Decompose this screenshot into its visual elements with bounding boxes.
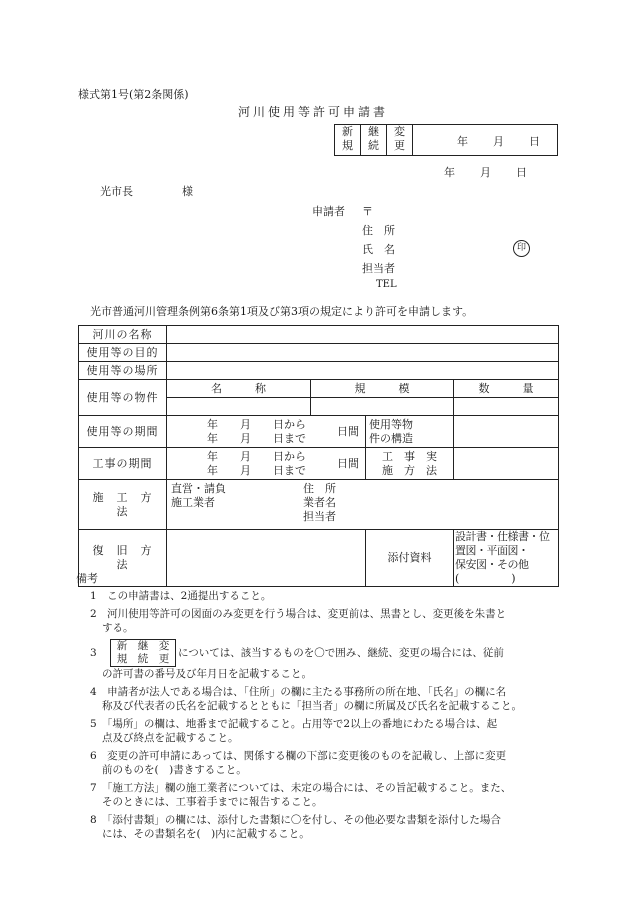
work-method-label-1: 工 事 実: [382, 449, 437, 463]
note-1: 1 この申請書は、2通提出すること。: [90, 590, 272, 602]
note-4b: 称及び代表者の氏名を記載するとともに「担当者」の欄に所属及び氏名を記載すること。: [102, 700, 522, 712]
row-river-name: [79, 326, 559, 344]
type-char: 続: [368, 139, 379, 152]
row-period: [79, 416, 559, 448]
note-6b: 前のものを( )書きすること。: [102, 764, 247, 776]
app-month: 月: [480, 166, 491, 179]
work-method-label-2: 施 方 法: [382, 463, 437, 477]
note-4a: 4 申請者が法人である場合は、「住所」の欄に主たる事務所の所在地、「氏名」の欄に名: [90, 686, 507, 698]
applicant-contact: 担当者: [362, 262, 395, 275]
postal-mark: 〒: [362, 205, 373, 218]
type-char: 変: [394, 125, 405, 138]
place-field[interactable]: [167, 362, 559, 380]
box-day: 日: [529, 135, 540, 148]
contractor-name: 業者名: [303, 496, 336, 509]
purpose-label: 使用等の目的: [79, 344, 167, 362]
work-from: 年 月 日から: [207, 449, 306, 463]
period-from: 年 月 日から: [207, 417, 306, 431]
structure-label: [366, 416, 454, 448]
row-construction: [79, 480, 559, 530]
attach-options-1: 設計書・仕様書・位置図・平面図・: [455, 530, 550, 557]
work-method-label: [366, 448, 454, 480]
type-char: 規: [342, 139, 353, 152]
note-8a: 8 「添付書類」の欄には、添付した書類に〇を付し、その他必要な書類を添付した場合: [90, 814, 501, 826]
attach-label: 添付資料: [366, 530, 454, 587]
note-7a: 7 「施工方法」欄の施工業者については、未定の場合には、その旨記載すること。また、: [90, 782, 512, 794]
object-label: 使用等の物件: [79, 380, 167, 416]
note-3-num: 3: [90, 647, 97, 659]
type-char: 更: [394, 139, 405, 152]
work-period-dates[interactable]: [167, 448, 311, 480]
applicant-tel: TEL: [376, 279, 397, 290]
row-restore: [79, 530, 559, 587]
direct-contract-2: 施工業者: [171, 496, 215, 509]
box-month: 月: [493, 135, 504, 148]
note-3-box: [110, 639, 176, 667]
type-new-renew: [335, 125, 361, 155]
contractor-contact: 担当者: [303, 510, 336, 523]
note-3: [78, 639, 558, 667]
period-label: 使用等の期間: [79, 416, 167, 448]
note-6a: 6 変更の許可申請にあっては、関係する欄の下部に変更後のものを記載し、上部に変更: [90, 750, 507, 762]
period-dates[interactable]: [167, 416, 311, 448]
col-qty-header: 数 量: [454, 380, 559, 398]
work-days: 日間: [311, 448, 366, 480]
period-to: 年 月 日まで: [207, 431, 306, 445]
attach-options[interactable]: [454, 530, 559, 587]
page-title: 河川使用等許可申請書: [238, 105, 389, 119]
note-3a: については、該当するものを〇で囲み、継続、変更の場合には、従前: [178, 647, 504, 659]
type-date-box: [334, 124, 558, 156]
seal-mark: 印: [513, 240, 530, 257]
form-number: 様式第1号(第2条関係): [78, 88, 189, 101]
work-method-field[interactable]: [454, 448, 559, 480]
note-5b: 点及び終点を記載すること。: [102, 732, 239, 744]
construction-label: 施 工 方 法: [79, 480, 167, 530]
application-statement: 光市普通河川管理条例第6条第1項及び第3項の規定により許可を申請します。: [90, 305, 474, 318]
place-label: 使用等の場所: [79, 362, 167, 380]
type-change: [387, 125, 413, 155]
structure-label-2: 件の構造: [369, 431, 413, 445]
object-qty-field[interactable]: [454, 398, 559, 416]
contractor-address: 住 所: [303, 482, 336, 495]
note-2b: する。: [102, 622, 134, 634]
note-7b: そのときには、工事着手までに報告すること。: [102, 796, 323, 808]
note-8b: には、その書類名を( )内に記載すること。: [102, 828, 310, 840]
applicant-label: 申請者: [312, 205, 345, 218]
note-3-box-bottom: 規 続 更: [116, 653, 170, 665]
work-period-label: 工事の期間: [79, 448, 167, 480]
col-scale-header: 規 模: [311, 380, 454, 398]
work-to: 年 月 日まで: [207, 463, 306, 477]
app-day: 日: [516, 166, 527, 179]
direct-contract-1: 直営・請負: [171, 482, 226, 495]
type-char: 継: [368, 125, 379, 138]
note-5a: 5 「場所」の欄は、地番まで記載すること。占用等で2以上の番地にわたる場合は、起: [90, 718, 498, 730]
note-3-box-top: 新 継 変: [116, 640, 170, 652]
structure-field[interactable]: [454, 416, 559, 448]
direct-contract: [171, 482, 226, 510]
attach-options-2: 保安図・その他( ): [455, 558, 529, 585]
contractor-info: [303, 482, 336, 524]
applicant-address: 住 所: [362, 224, 395, 237]
purpose-field[interactable]: [167, 344, 559, 362]
applicant-name: 氏 名: [362, 243, 395, 256]
row-purpose: [79, 344, 559, 362]
restore-label: 復 旧 方 法: [79, 530, 167, 587]
object-name-field[interactable]: [167, 398, 311, 416]
river-name-field[interactable]: [167, 326, 559, 344]
notes-heading: 備考: [76, 572, 98, 585]
row-place: [79, 362, 559, 380]
river-name-label: 河川の名称: [79, 326, 167, 344]
box-year: 年: [457, 135, 468, 148]
row-work-period: [79, 448, 559, 480]
period-days: 日間: [311, 416, 366, 448]
note-3b: の許可書の番号及び年月日を記載すること。: [102, 668, 312, 680]
type-continue: [361, 125, 387, 155]
addressee-sama: 様: [182, 185, 193, 198]
application-table: [78, 325, 559, 587]
structure-label-1: 使用等物: [369, 417, 413, 431]
note-2a: 2 河川使用等許可の図面のみ変更を行う場合は、変更前は、黒書とし、変更後を朱書と: [90, 608, 507, 620]
notes-list: [78, 589, 558, 841]
restore-field[interactable]: [167, 530, 366, 587]
object-scale-field[interactable]: [311, 398, 454, 416]
construction-field[interactable]: [167, 480, 559, 530]
addressee-city: 光市長: [100, 185, 133, 198]
col-name-header: 名 称: [167, 380, 311, 398]
type-char: 新: [342, 125, 353, 138]
app-year: 年: [444, 166, 455, 179]
row-object-header: [79, 380, 559, 398]
